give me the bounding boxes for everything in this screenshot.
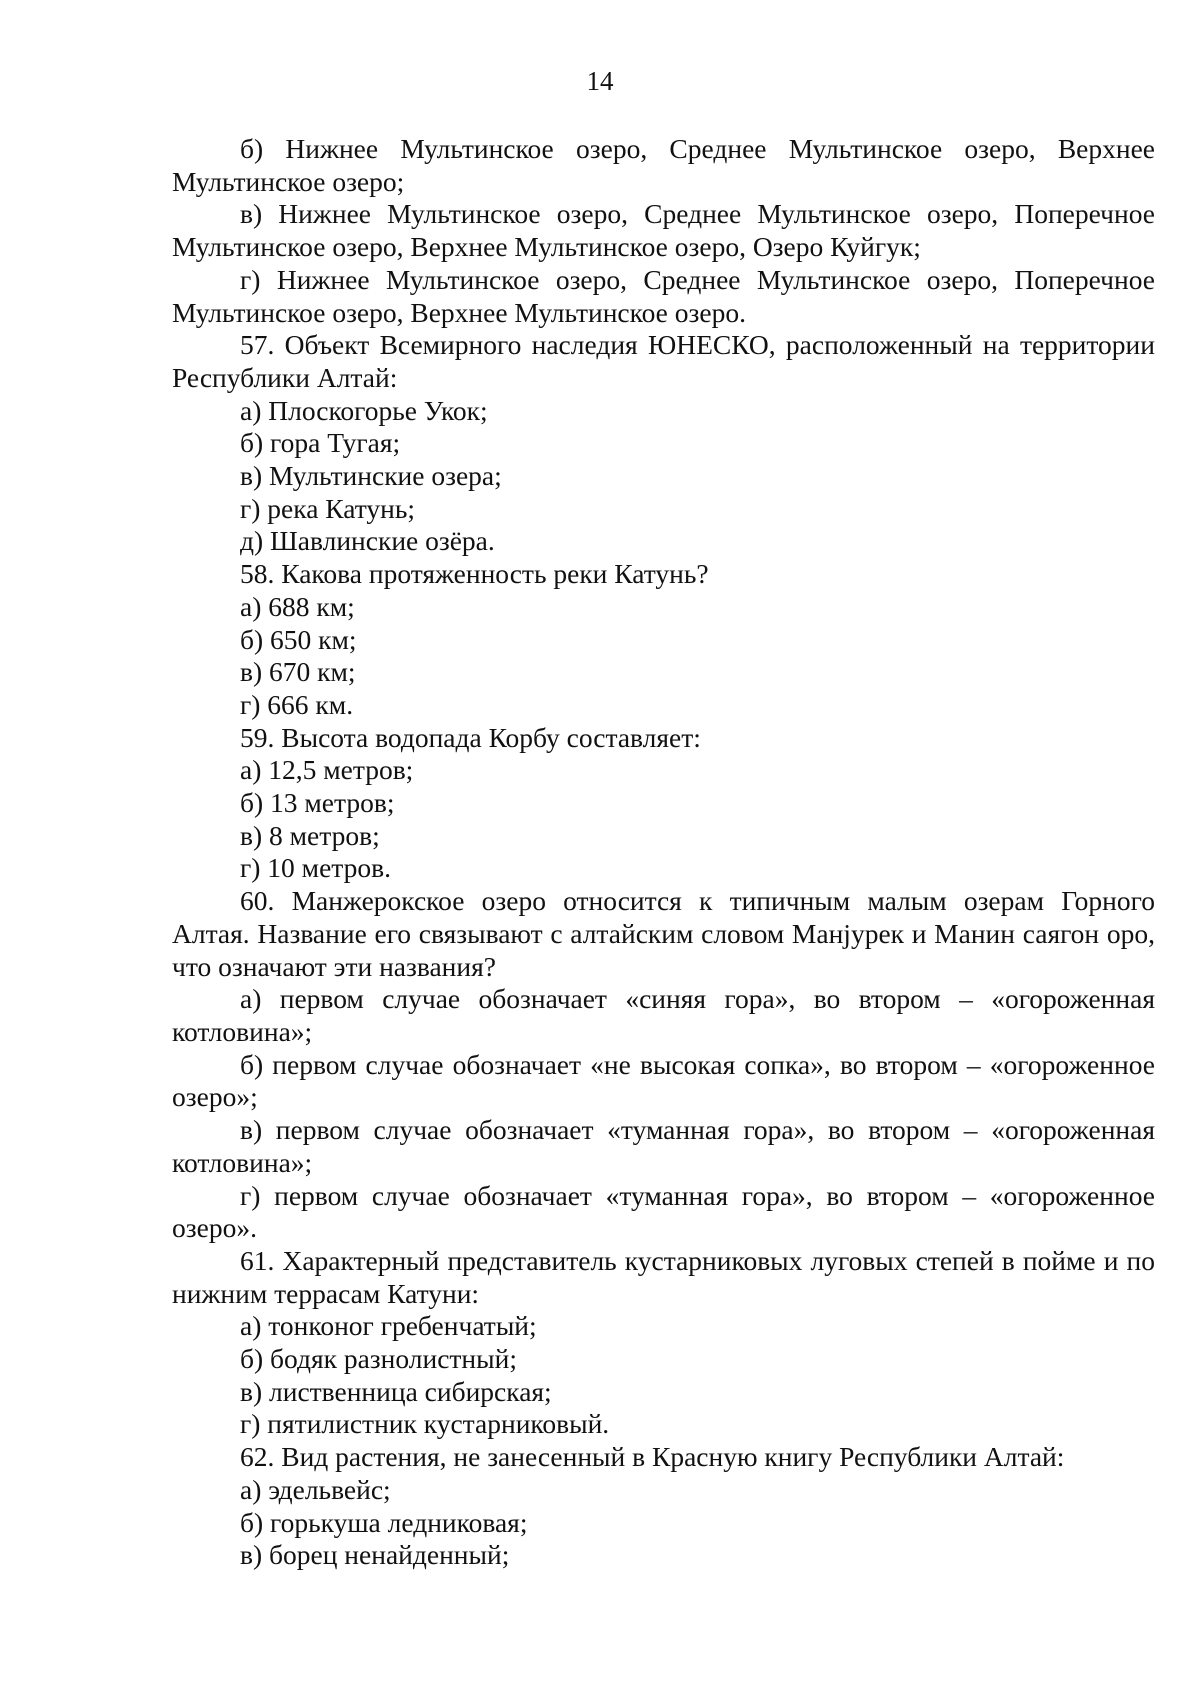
paragraph: 60. Манжерокское озеро относится к типичным малым озерам Горного Алтая. Название его связывают с алтайским словом Манјурек и Манин саягон оро, что означают эти названия? <box>172 885 1155 982</box>
paragraph: б) первом случае обозначает «не высокая сопка», во втором – «огороженное озеро»; <box>172 1048 1155 1113</box>
list-line: б) горькуша ледниковая; <box>240 1506 528 1538</box>
document-body <box>172 133 1155 1572</box>
list-line: г) 10 метров. <box>240 852 392 884</box>
list-line: г) пятилистник кустарниковый. <box>240 1408 610 1440</box>
list-line: в) борец ненайденный; <box>240 1539 510 1571</box>
page-number: 14 <box>586 66 614 96</box>
paragraph: а) первом случае обозначает «синяя гора», во втором – «огороженная котловина»; <box>172 983 1155 1047</box>
list-line: б) 650 км; <box>240 623 357 655</box>
list-line: б) бодяк разнолистный; <box>240 1343 517 1375</box>
list-line: б) 13 метров; <box>240 787 395 819</box>
paragraph: г) первом случае обозначает «туманная гора», во втором – «огороженное озеро». <box>172 1179 1155 1244</box>
list-line: в) 670 км; <box>240 656 356 688</box>
list-line: в) 8 метров; <box>240 819 380 851</box>
list-line: 62. Вид растения, не занесенный в Красную книгу Республики Алтай: <box>240 1441 1065 1473</box>
paragraph: в) первом случае обозначает «туманная гора», во втором – «огороженная котловина»; <box>172 1114 1155 1178</box>
list-line: а) 688 км; <box>240 590 355 622</box>
list-line: д) Шавлинские озёра. <box>240 525 495 557</box>
list-line: в) лиственница сибирская; <box>240 1375 552 1407</box>
paragraph: в) Нижнее Мультинское озеро, Среднее Мультинское озеро, Поперечное Мультинское озеро, Верхнее Мультинское озеро, Озеро Куйгук; <box>172 198 1155 263</box>
list-line: г) 666 км. <box>240 688 354 720</box>
paragraph: б) Нижнее Мультинское озеро, Среднее Мультинское озеро, Верхнее Мультинское озеро; <box>172 133 1155 197</box>
list-line: 58. Какова протяженность реки Катунь? <box>240 558 709 590</box>
paragraph: 61. Характерный представитель кустарниковых луговых степей в пойме и по нижним террасам Катуни: <box>172 1244 1155 1309</box>
list-line: в) Мультинские озера; <box>240 460 502 492</box>
list-line: б) гора Тугая; <box>240 427 401 459</box>
paragraph: г) Нижнее Мультинское озеро, Среднее Мультинское озеро, Поперечное Мультинское озеро, Верхнее Мультинское озеро. <box>172 263 1155 328</box>
list-line: а) 12,5 метров; <box>240 754 414 786</box>
list-line: 59. Высота водопада Корбу составляет: <box>240 721 701 753</box>
list-line: г) река Катунь; <box>240 492 416 524</box>
list-line: а) Плоскогорье Укок; <box>240 394 488 426</box>
list-line: а) эдельвейс; <box>240 1473 391 1505</box>
paragraph: 57. Объект Всемирного наследия ЮНЕСКО, расположенный на территории Республики Алтай: <box>172 329 1155 393</box>
list-line: а) тонконог гребенчатый; <box>240 1310 537 1342</box>
